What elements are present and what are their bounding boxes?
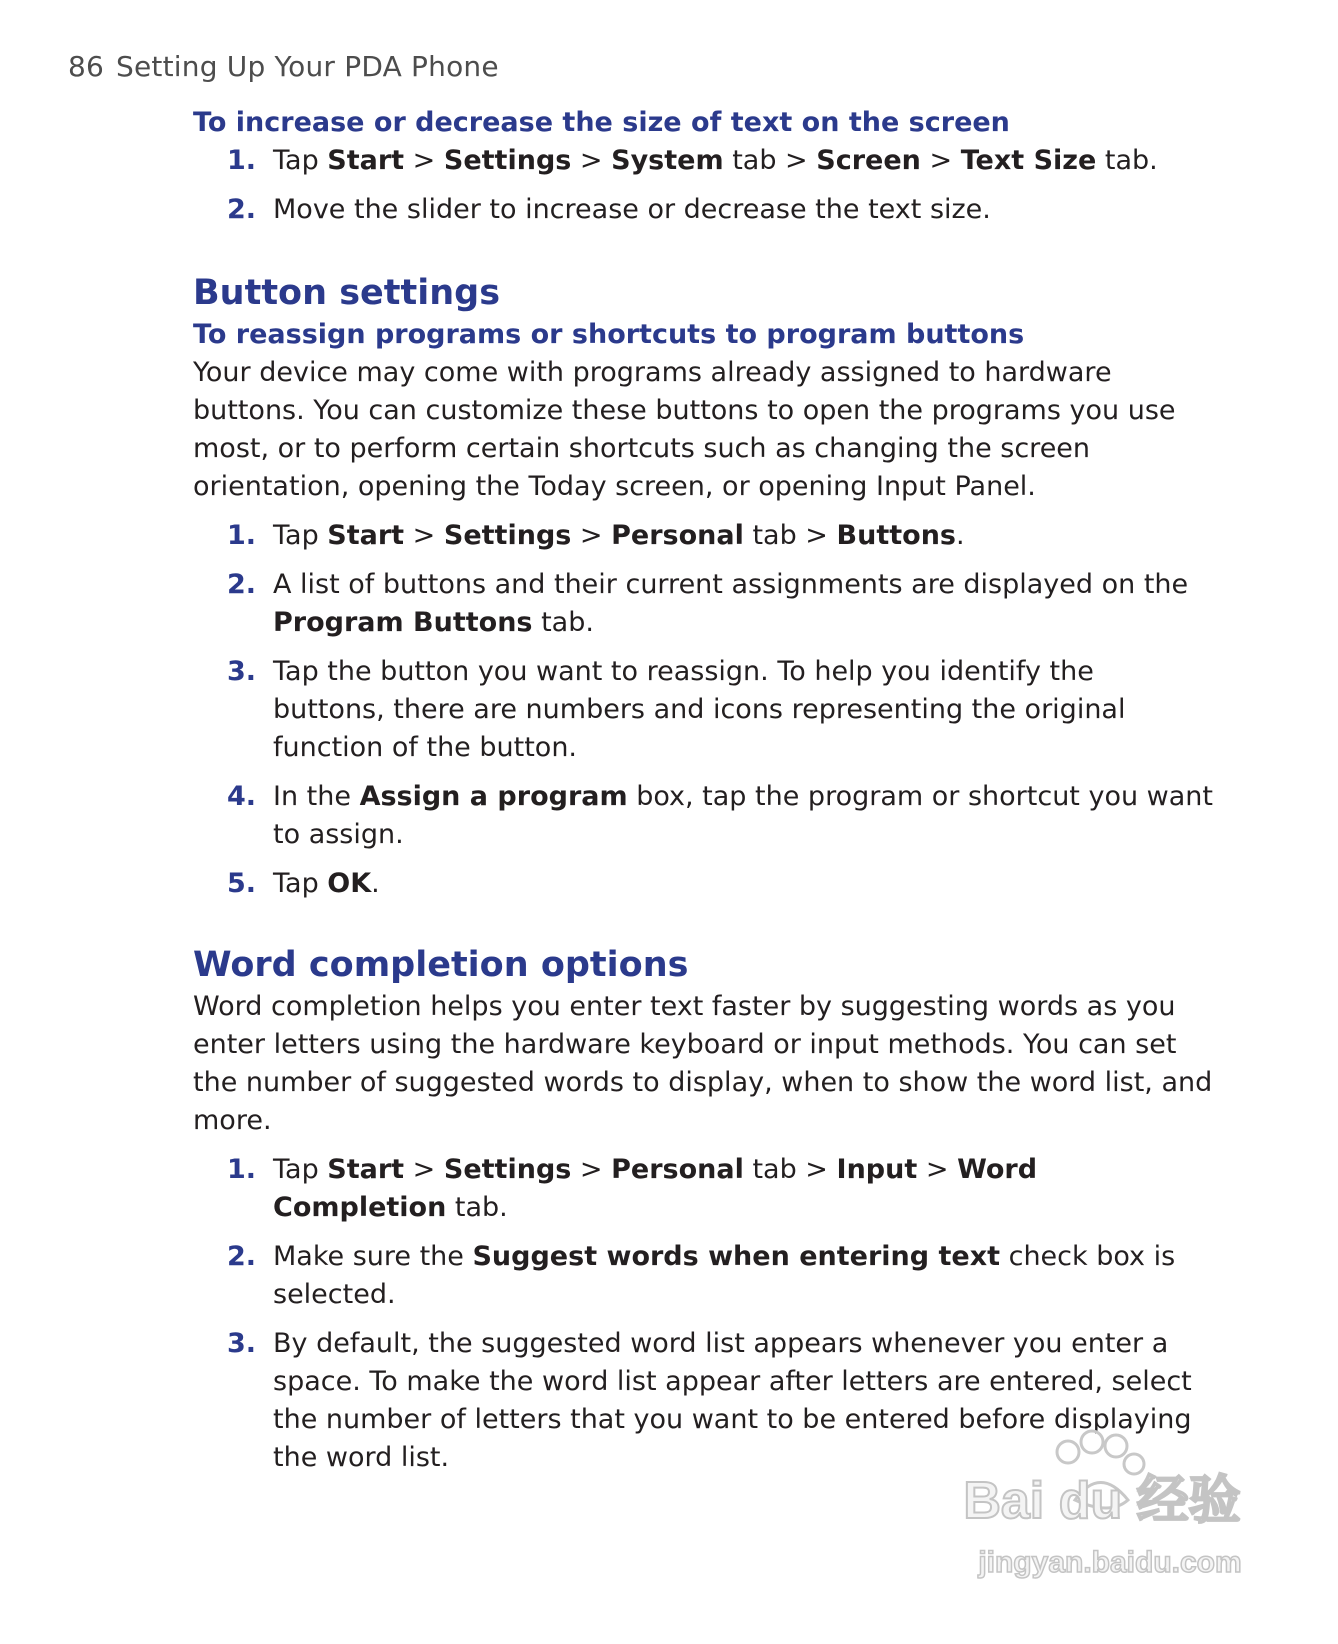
step-item bbox=[193, 1151, 1213, 1227]
step-number: 1. bbox=[227, 1154, 257, 1185]
step-item bbox=[193, 566, 1213, 642]
page-header bbox=[68, 50, 499, 83]
step-text: Tap bbox=[273, 520, 328, 551]
step-text: > bbox=[571, 520, 612, 551]
step-text: tab > bbox=[743, 520, 837, 551]
step-text: tab. bbox=[532, 607, 594, 638]
step-text: > bbox=[920, 145, 961, 176]
step-item bbox=[193, 653, 1213, 767]
ui-term: Text Size bbox=[960, 145, 1097, 176]
step-text: tab. bbox=[1096, 145, 1158, 176]
ui-term: Personal bbox=[611, 520, 744, 551]
text-size-steps bbox=[193, 142, 1213, 229]
step-number: 1. bbox=[227, 520, 257, 551]
step-text: In the bbox=[273, 781, 360, 812]
step-text: tab > bbox=[723, 145, 817, 176]
step-text: > bbox=[404, 520, 444, 551]
step-text: > bbox=[917, 1154, 958, 1185]
page-content bbox=[193, 104, 1213, 1488]
ui-term: Assign a program bbox=[359, 781, 628, 812]
ui-term: Word Completion bbox=[273, 1154, 1038, 1223]
step-number: 2. bbox=[227, 1241, 257, 1272]
step-number: 1. bbox=[227, 145, 257, 176]
step-text: Move the slider to increase or decrease the text size. bbox=[273, 194, 991, 225]
step-text: > bbox=[404, 1154, 444, 1185]
text-size-subheading: To increase or decrease the size of text on the screen bbox=[193, 107, 1010, 138]
ui-term: Settings bbox=[443, 1154, 572, 1185]
ui-term: System bbox=[611, 145, 724, 176]
step-text: check box is selected. bbox=[273, 1241, 1176, 1310]
step-item bbox=[193, 1238, 1213, 1314]
ui-term: Start bbox=[327, 1154, 405, 1185]
ui-term: Personal bbox=[611, 1154, 744, 1185]
ui-term: Suggest words when entering text bbox=[472, 1241, 1001, 1272]
step-text: Tap bbox=[273, 145, 328, 176]
word-completion-title: Word completion options bbox=[193, 945, 689, 985]
word-completion-intro: Word completion helps you enter text faster by suggesting words as you enter letters using the hardware keyboard or input methods. You can set the number of suggested words to display, when to show the word list, and more. bbox=[193, 991, 1213, 1136]
watermark-url: jingyan.baidu.com bbox=[978, 1546, 1242, 1579]
step-text: Tap bbox=[273, 868, 328, 899]
step-number: 4. bbox=[227, 781, 257, 812]
step-text: > bbox=[571, 145, 612, 176]
step-item bbox=[193, 778, 1213, 854]
step-text: By default, the suggested word list appears whenever you enter a space. To make the word list appear after letters are entered, select the number of letters that you want to be entered before displaying the word list. bbox=[273, 1328, 1192, 1473]
page-header-title: Setting Up Your PDA Phone bbox=[116, 50, 499, 83]
step-text: tab. bbox=[446, 1192, 508, 1223]
step-text: . bbox=[956, 520, 965, 551]
page-number: 86 bbox=[68, 50, 105, 83]
ui-term: Settings bbox=[443, 145, 572, 176]
button-settings-title: Button settings bbox=[193, 273, 501, 313]
step-text: tab > bbox=[743, 1154, 837, 1185]
step-text: . bbox=[371, 868, 380, 899]
ui-term: Screen bbox=[816, 145, 921, 176]
step-number: 3. bbox=[227, 656, 257, 687]
ui-term: Input bbox=[836, 1154, 918, 1185]
ui-term: Settings bbox=[443, 520, 572, 551]
step-text: Make sure the bbox=[273, 1241, 473, 1272]
ui-term: OK bbox=[327, 868, 372, 899]
step-text: box, tap the program or shortcut you want to assign. bbox=[273, 781, 1213, 850]
step-item bbox=[193, 191, 1213, 229]
ui-term: Start bbox=[327, 145, 405, 176]
button-settings-subheading: To reassign programs or shortcuts to program buttons bbox=[193, 319, 1025, 350]
step-item bbox=[193, 142, 1213, 180]
ui-term: Start bbox=[327, 520, 405, 551]
step-text: > bbox=[404, 145, 444, 176]
step-number: 3. bbox=[227, 1328, 257, 1359]
step-text: Tap bbox=[273, 1154, 328, 1185]
step-text: A list of buttons and their current assignments are displayed on the bbox=[273, 569, 1189, 600]
step-text: > bbox=[571, 1154, 612, 1185]
baidu-watermark-logo bbox=[950, 1420, 1270, 1600]
ui-term: Buttons bbox=[836, 520, 956, 551]
step-number: 2. bbox=[227, 194, 257, 225]
ui-term: Program Buttons bbox=[273, 607, 533, 638]
step-item bbox=[193, 517, 1213, 555]
step-number: 5. bbox=[227, 868, 257, 899]
watermark-brand: Bai du 经验 bbox=[963, 1472, 1241, 1530]
step-text: Tap the button you want to reassign. To help you identify the buttons, there are numbers and icons representing the original function of the button. bbox=[273, 656, 1126, 763]
button-settings-intro: Your device may come with programs already assigned to hardware buttons. You can customize these buttons to open the programs you use most, or to perform certain shortcuts such as changing the screen orientation, opening the Today screen, or opening Input Panel. bbox=[193, 357, 1176, 502]
step-number: 2. bbox=[227, 569, 257, 600]
button-settings-steps bbox=[193, 517, 1213, 903]
step-item bbox=[193, 865, 1213, 903]
